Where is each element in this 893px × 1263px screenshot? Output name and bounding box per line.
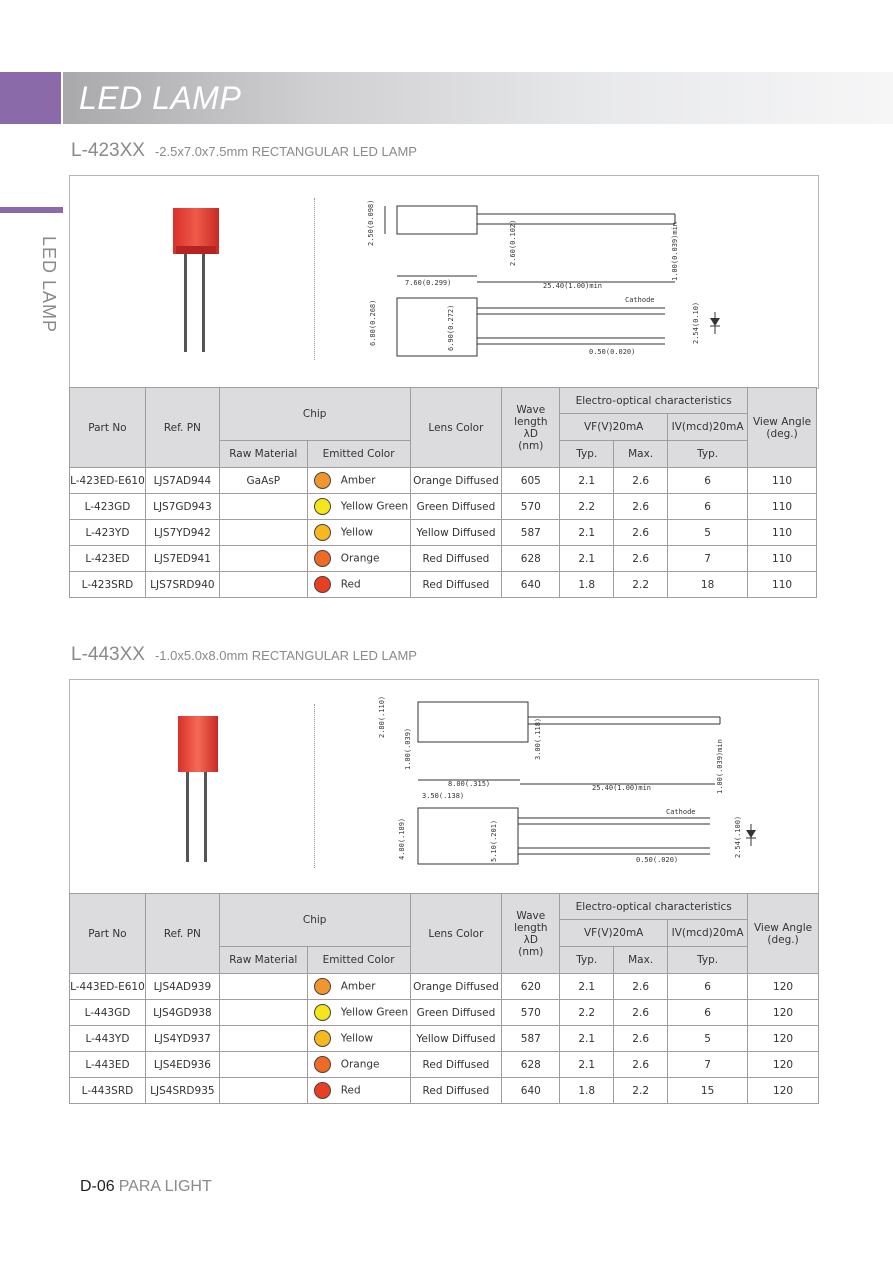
col-view-angle: View Angle (deg.) (748, 388, 817, 468)
color-name: Yellow (340, 526, 374, 539)
cell-view-angle: 110 (748, 546, 817, 572)
cell-vf-max: 2.6 (614, 520, 668, 546)
col-lambda: λD (523, 427, 538, 440)
dim-label: 25.40(1.00)min (592, 784, 652, 792)
col-electro: Electro-optical characteristics (560, 388, 748, 414)
cell-ref-pn: LJS4YD937 (145, 1026, 219, 1052)
dim-label: 7.60(0.299) (405, 279, 452, 287)
cell-lens-color: Orange Diffused (410, 974, 502, 1000)
cell-part-no: L-423GD (70, 494, 146, 520)
cell-emitted-color (307, 546, 410, 572)
cell-vf-max: 2.2 (614, 1078, 668, 1104)
color-swatch-icon (314, 472, 331, 489)
cell-emitted-color (307, 1078, 410, 1104)
cell-iv-typ: 18 (668, 572, 748, 598)
cell-view-angle: 120 (748, 1052, 819, 1078)
color-name: Amber (340, 980, 376, 993)
color-swatch-icon (314, 1030, 331, 1047)
cell-wave-length: 640 (502, 1078, 560, 1104)
cell-lens-color: Orange Diffused (410, 468, 502, 494)
cell-part-no: L-423ED-E610 (70, 468, 146, 494)
cell-wave-length: 640 (502, 572, 560, 598)
color-swatch-icon (314, 978, 331, 995)
led-photo-1 (166, 202, 226, 354)
cell-vf-max: 2.6 (614, 1026, 668, 1052)
table-row (70, 546, 817, 572)
table-row (70, 572, 817, 598)
divider (314, 198, 315, 360)
dim-label: 1.00(0.039)min (671, 221, 679, 281)
table-row (70, 494, 817, 520)
color-name: Yellow (340, 1032, 374, 1045)
cell-vf-typ: 2.1 (560, 974, 614, 1000)
color-swatch-icon (314, 498, 331, 515)
col-wave-length-label: Wave length (514, 909, 548, 934)
cell-ref-pn: LJS7GD943 (145, 494, 219, 520)
table-row (70, 1052, 819, 1078)
cell-vf-typ: 2.1 (560, 1052, 614, 1078)
cell-iv-typ: 7 (668, 1052, 748, 1078)
dim-label: 2.54(0.10) (692, 301, 700, 344)
cell-emitted-color (307, 494, 410, 520)
dim-label: 6.90(0.272) (447, 304, 455, 351)
cell-part-no: L-443YD (70, 1026, 146, 1052)
header-accent (0, 72, 61, 124)
cell-wave-length: 587 (502, 520, 560, 546)
cell-iv-typ: 6 (668, 468, 748, 494)
cell-raw-material (219, 1026, 307, 1052)
cell-view-angle: 120 (748, 1026, 819, 1052)
drawing-panel-2 (69, 679, 819, 895)
cell-part-no: L-443ED-E610 (70, 974, 146, 1000)
dim-label: 3.00(.118) (534, 717, 542, 760)
cell-ref-pn: LJS7YD942 (145, 520, 219, 546)
cell-vf-typ: 2.1 (560, 468, 614, 494)
cell-ref-pn: LJS4SRD935 (145, 1078, 219, 1104)
dim-label: 25.40(1.00)min (543, 282, 603, 290)
cell-vf-typ: 1.8 (560, 1078, 614, 1104)
page-code: D-06 (80, 1178, 115, 1195)
cell-ref-pn: LJS7SRD940 (145, 572, 219, 598)
col-vf: VF(V)20mA (560, 414, 668, 441)
cell-part-no: L-423YD (70, 520, 146, 546)
cell-iv-typ: 5 (668, 520, 748, 546)
dim-label: 2.50(0.098) (367, 199, 375, 246)
dim-label: 8.00(.315) (448, 780, 491, 788)
cell-ref-pn: LJS4ED936 (145, 1052, 219, 1078)
section-title-2 (71, 644, 417, 666)
col-lens-color: Lens Color (410, 894, 502, 974)
col-iv-typ: Typ. (668, 947, 748, 974)
col-view-angle: View Angle (deg.) (748, 894, 819, 974)
cell-iv-typ: 5 (668, 1026, 748, 1052)
cell-vf-typ: 2.2 (560, 494, 614, 520)
color-name: Yellow Green (340, 1006, 409, 1019)
cell-vf-max: 2.6 (614, 494, 668, 520)
cell-emitted-color (307, 974, 410, 1000)
cell-raw-material (219, 1078, 307, 1104)
cell-view-angle: 120 (748, 1078, 819, 1104)
cell-part-no: L-423SRD (70, 572, 146, 598)
cell-vf-typ: 2.1 (560, 1026, 614, 1052)
cell-raw-material (219, 546, 307, 572)
col-chip: Chip (219, 388, 410, 441)
cell-view-angle: 110 (748, 520, 817, 546)
cell-iv-typ: 6 (668, 1000, 748, 1026)
section-part: L-423XX (71, 140, 145, 161)
spec-table-1 (69, 387, 817, 598)
col-electro: Electro-optical characteristics (560, 894, 748, 920)
table-row (70, 520, 817, 546)
col-wave-length (502, 388, 560, 468)
col-part-no: Part No (70, 388, 146, 468)
cell-raw-material: GaAsP (219, 468, 307, 494)
col-iv: IV(mcd)20mA (668, 414, 748, 441)
brand-name: PARA LIGHT (118, 1178, 212, 1195)
col-lambda: λD (523, 933, 538, 946)
cell-wave-length: 570 (502, 494, 560, 520)
section-desc: -2.5x7.0x7.5mm RECTANGULAR LED LAMP (154, 144, 417, 159)
cell-raw-material (219, 1000, 307, 1026)
color-name: Orange (340, 552, 380, 565)
cell-raw-material (219, 520, 307, 546)
cell-lens-color: Red Diffused (410, 1078, 502, 1104)
cell-raw-material (219, 572, 307, 598)
dim-label: 2.80(.110) (378, 695, 386, 738)
side-accent (0, 207, 63, 213)
col-wave-length (502, 894, 560, 974)
cell-view-angle: 110 (748, 468, 817, 494)
footer (80, 1178, 212, 1196)
cell-part-no: L-443ED (70, 1052, 146, 1078)
col-lens-color: Lens Color (410, 388, 502, 468)
color-swatch-icon (314, 550, 331, 567)
cell-vf-max: 2.6 (614, 546, 668, 572)
cell-lens-color: Yellow Diffused (410, 1026, 502, 1052)
page-title: LED LAMP (79, 80, 242, 116)
cell-wave-length: 605 (502, 468, 560, 494)
dimension-drawing-2 (370, 690, 770, 880)
table-row (70, 468, 817, 494)
cell-view-angle: 110 (748, 494, 817, 520)
cathode-label: Cathode (666, 808, 696, 816)
col-iv-typ: Typ. (668, 441, 748, 468)
cell-emitted-color (307, 520, 410, 546)
cell-view-angle: 120 (748, 974, 819, 1000)
cell-part-no: L-443SRD (70, 1078, 146, 1104)
side-label: LED LAMP (39, 236, 59, 334)
cell-lens-color: Green Diffused (410, 494, 502, 520)
cell-raw-material (219, 974, 307, 1000)
dim-label: 2.54(.100) (734, 815, 742, 858)
led-photo-2 (170, 708, 226, 866)
color-name: Red (340, 578, 361, 591)
cell-vf-typ: 1.8 (560, 572, 614, 598)
cell-emitted-color (307, 468, 410, 494)
cell-iv-typ: 15 (668, 1078, 748, 1104)
col-raw-material: Raw Material (219, 441, 307, 468)
cell-lens-color: Red Diffused (410, 546, 502, 572)
cell-emitted-color (307, 572, 410, 598)
color-swatch-icon (314, 576, 331, 593)
section-part: L-443XX (71, 644, 145, 665)
col-emitted-color: Emitted Color (307, 441, 410, 468)
cell-emitted-color (307, 1052, 410, 1078)
col-emitted-color: Emitted Color (307, 947, 410, 974)
cell-lens-color: Red Diffused (410, 572, 502, 598)
section-desc: -1.0x5.0x8.0mm RECTANGULAR LED LAMP (154, 648, 417, 663)
color-name: Amber (340, 474, 376, 487)
cell-vf-typ: 2.2 (560, 1000, 614, 1026)
cell-part-no: L-443GD (70, 1000, 146, 1026)
col-vf-typ: Typ. (560, 947, 614, 974)
col-vf-typ: Typ. (560, 441, 614, 468)
cell-emitted-color (307, 1026, 410, 1052)
dim-label: 0.50(0.020) (589, 348, 636, 356)
cell-emitted-color (307, 1000, 410, 1026)
dimension-drawing-1 (365, 186, 745, 376)
dim-label: 1.00(.039)min (716, 739, 724, 794)
cell-wave-length: 628 (502, 1052, 560, 1078)
table-row (70, 974, 819, 1000)
cell-lens-color: Yellow Diffused (410, 520, 502, 546)
dim-label: 6.80(0.268) (369, 299, 377, 346)
cell-vf-typ: 2.1 (560, 546, 614, 572)
col-nm: (nm) (518, 945, 544, 958)
cell-ref-pn: LJS7AD944 (145, 468, 219, 494)
col-raw-material: Raw Material (219, 947, 307, 974)
cell-iv-typ: 6 (668, 974, 748, 1000)
col-vf-max: Max. (614, 947, 668, 974)
cell-vf-max: 2.6 (614, 1052, 668, 1078)
table-row (70, 1000, 819, 1026)
col-nm: (nm) (518, 439, 544, 452)
dim-label: 5.10(.201) (490, 819, 498, 862)
col-wave-length-label: Wave length (514, 403, 548, 428)
color-swatch-icon (314, 524, 331, 541)
cell-ref-pn: LJS4GD938 (145, 1000, 219, 1026)
table-row (70, 1026, 819, 1052)
col-ref-pn: Ref. PN (145, 894, 219, 974)
cell-view-angle: 110 (748, 572, 817, 598)
cell-view-angle: 120 (748, 1000, 819, 1026)
divider (314, 704, 315, 868)
table-row (70, 1078, 819, 1104)
cell-vf-max: 2.6 (614, 974, 668, 1000)
cell-lens-color: Red Diffused (410, 1052, 502, 1078)
col-vf-max: Max. (614, 441, 668, 468)
cell-vf-max: 2.6 (614, 468, 668, 494)
cell-vf-max: 2.6 (614, 1000, 668, 1026)
col-iv: IV(mcd)20mA (668, 920, 748, 947)
drawing-panel-1 (69, 175, 819, 389)
color-name: Orange (340, 1058, 380, 1071)
cell-vf-max: 2.2 (614, 572, 668, 598)
cell-vf-typ: 2.1 (560, 520, 614, 546)
color-swatch-icon (314, 1082, 331, 1099)
cell-raw-material (219, 494, 307, 520)
cell-wave-length: 587 (502, 1026, 560, 1052)
section-title-1 (71, 140, 417, 162)
cell-wave-length: 628 (502, 546, 560, 572)
col-vf: VF(V)20mA (560, 920, 668, 947)
cell-ref-pn: LJS4AD939 (145, 974, 219, 1000)
cell-lens-color: Green Diffused (410, 1000, 502, 1026)
col-part-no: Part No (70, 894, 146, 974)
col-chip: Chip (219, 894, 410, 947)
color-swatch-icon (314, 1004, 331, 1021)
dim-label: 1.00(.039) (404, 727, 412, 770)
dim-label: 3.50(.138) (422, 792, 465, 800)
cell-wave-length: 570 (502, 1000, 560, 1026)
col-ref-pn: Ref. PN (145, 388, 219, 468)
dim-label: 2.60(0.102) (509, 219, 517, 266)
cell-iv-typ: 6 (668, 494, 748, 520)
dim-label: 4.80(.189) (398, 817, 406, 860)
cell-wave-length: 620 (502, 974, 560, 1000)
cell-ref-pn: LJS7ED941 (145, 546, 219, 572)
cell-part-no: L-423ED (70, 546, 146, 572)
color-name: Red (340, 1084, 361, 1097)
cathode-label: Cathode (625, 296, 655, 304)
color-name: Yellow Green (340, 500, 409, 513)
dim-label: 0.50(.020) (636, 856, 679, 864)
color-swatch-icon (314, 1056, 331, 1073)
cell-raw-material (219, 1052, 307, 1078)
spec-table-2 (69, 893, 819, 1104)
cell-iv-typ: 7 (668, 546, 748, 572)
